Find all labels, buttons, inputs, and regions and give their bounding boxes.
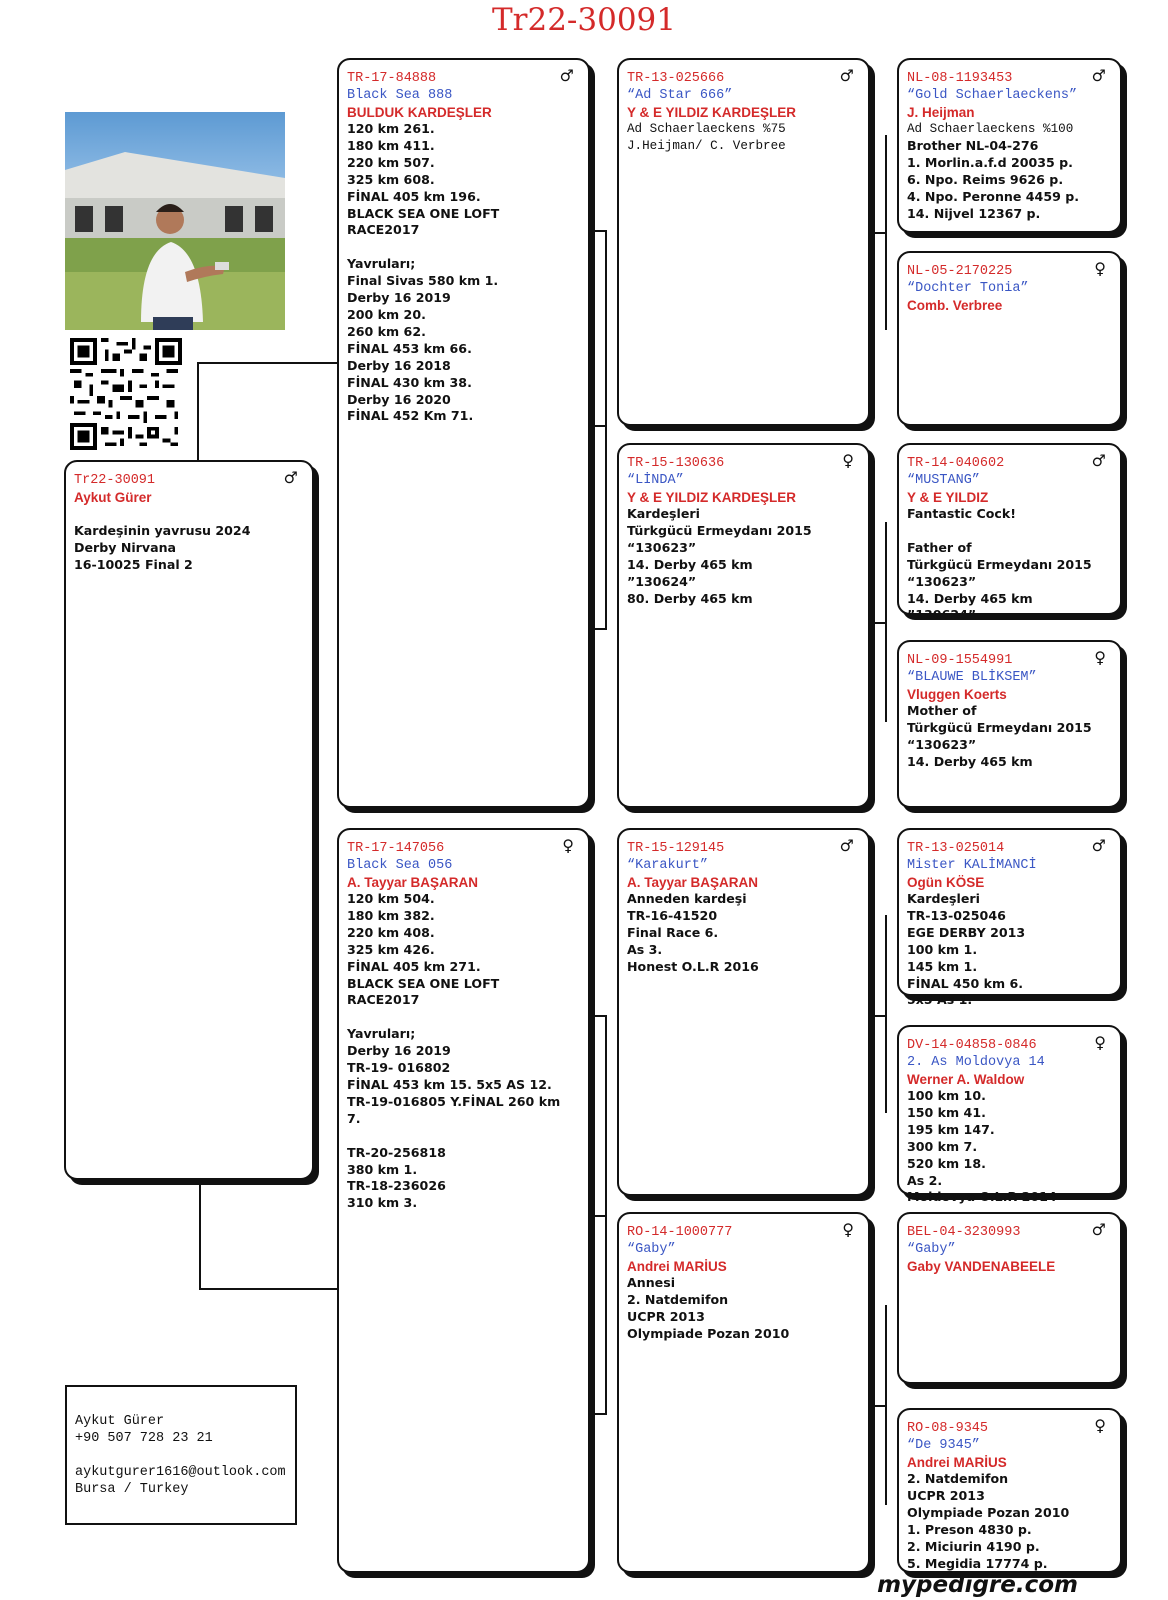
- female-icon: ♀: [562, 836, 574, 855]
- pigeon-info: Brother NL-04-276 1. Morlin.a.f.d 20035 p. 6. Npo. Reims 9626 p. 4. Npo. Peronne 4459 p. 14. Nijvel 12367 p.: [907, 137, 1080, 221]
- connector-line: [590, 230, 607, 232]
- pigeon-name: “Gaby”: [627, 1242, 676, 1257]
- dam-dam-dam-card[interactable]: [897, 1408, 1122, 1573]
- owner-name: BULDUK KARDEŞLER: [347, 105, 492, 120]
- breeder-photo: [65, 112, 285, 330]
- ring-number: NL-09-1554991: [907, 653, 1013, 668]
- connector-line: [199, 1180, 201, 1290]
- owner-name: J. Heijman: [907, 105, 975, 120]
- pigeon-name: “Karakurt”: [627, 858, 709, 873]
- male-icon: ♂: [283, 468, 298, 487]
- pigeon-name: “LİNDA”: [627, 473, 684, 488]
- pigeon-info: Ad Schaerlaeckens %75 J.Heijman/ C. Verbree: [627, 122, 786, 153]
- qr-code-icon[interactable]: [70, 338, 182, 450]
- connector-line: [197, 362, 199, 460]
- owner-name: A. Tayyar BAŞARAN: [627, 875, 759, 890]
- female-icon: ♀: [1094, 648, 1106, 667]
- pigeon-info: Kardeşinin yavrusu 2024 Derby Nirvana 16-10025 Final 2: [74, 522, 251, 572]
- sire-sire-sire-card[interactable]: [897, 58, 1122, 233]
- dam-dam-card[interactable]: [617, 1212, 870, 1573]
- dam-dam-sire-card[interactable]: [897, 1212, 1122, 1384]
- pigeon-info: Kardeşleri TR-13-025046 EGE DERBY 2013 100 km 1. 145 km 1. FİNAL 450 km 6. 5x5 As 1.: [907, 891, 1026, 1008]
- pigeon-name: “Gaby”: [907, 1242, 956, 1257]
- male-icon: ♂: [1091, 66, 1106, 85]
- connector-line: [885, 915, 887, 1113]
- pigeon-name: “Gold Schaerlaeckens”: [907, 88, 1078, 103]
- connector-line: [590, 628, 607, 630]
- ring-number: TR-17-84888: [347, 71, 437, 86]
- female-icon: ♀: [842, 1220, 854, 1239]
- owner-name: Aykut Gürer: [74, 490, 152, 505]
- ring-number: TR-15-130636: [627, 456, 725, 471]
- contact-location: Bursa / Turkey: [75, 1482, 189, 1497]
- dam-card[interactable]: [337, 828, 590, 1573]
- subject-card[interactable]: [64, 460, 314, 1180]
- owner-name: Andrei MARİUS: [907, 1455, 1007, 1470]
- sire-sire-dam-card[interactable]: [897, 251, 1122, 426]
- male-icon: ♂: [1091, 451, 1106, 470]
- ring-number: TR-13-025014: [907, 841, 1005, 856]
- owner-name: Ogün KÖSE: [907, 875, 985, 890]
- brand-watermark: mypedigre.com: [877, 1572, 1078, 1598]
- contact-phone[interactable]: +90 507 728 23 21: [75, 1431, 213, 1446]
- owner-name: Comb. Verbree: [907, 298, 1003, 313]
- dam-sire-sire-card[interactable]: [897, 828, 1122, 1008]
- owner-name: Y & E YILDIZ KARDEŞLER: [627, 490, 797, 505]
- contact-name: Aykut Gürer: [75, 1414, 165, 1429]
- male-icon: ♂: [1091, 1220, 1106, 1239]
- sire-dam-sire-card[interactable]: [897, 443, 1122, 623]
- owner-name: A. Tayyar BAŞARAN: [347, 875, 479, 890]
- dam-sire-card[interactable]: [617, 828, 870, 1196]
- connector-line: [199, 1288, 337, 1290]
- pigeon-name: “Ad Star 666”: [627, 88, 733, 103]
- dam-sire-dam-card[interactable]: [897, 1025, 1122, 1205]
- pigeon-name: “BLAUWE BLİKSEM”: [907, 670, 1037, 685]
- pigeon-info: 120 km 504. 180 km 382. 220 km 408. 325 km 426. FİNAL 405 km 271. BLACK SEA ONE LOFT RACE2017 Yavruları; Derby 16 2019 TR-19- 016802 FİNAL 453 km 15. 5x5 AS 12. TR-19-016805 Y.FİNAL 260 km 7. TR-20-256818 380 km 1. TR-18-236026 310 km 3.: [347, 891, 561, 1211]
- owner-name: Y & E YILDIZ: [907, 490, 989, 505]
- pigeon-info: Annesi 2. Natdemifon UCPR 2013 Olympiade Pozan 2010: [627, 1275, 790, 1341]
- male-icon: ♂: [559, 66, 574, 85]
- owner-name: Andrei MARİUS: [627, 1259, 727, 1274]
- female-icon: ♀: [1094, 1033, 1106, 1052]
- sire-dam-dam-card[interactable]: [897, 640, 1122, 808]
- connector-line: [590, 1215, 607, 1217]
- pigeon-info-line: Ad Schaerlaeckens %100: [907, 122, 1074, 136]
- pigeon-name: Black Sea 056: [347, 858, 453, 873]
- ring-number: TR-15-129145: [627, 841, 725, 856]
- connector-line: [590, 1015, 607, 1017]
- connector-line: [197, 362, 337, 364]
- male-icon: ♂: [839, 66, 854, 85]
- ring-number: BEL-04-3230993: [907, 1225, 1021, 1240]
- connector-line: [605, 230, 607, 630]
- ring-number: Tr22-30091: [74, 473, 156, 488]
- ring-number: TR-14-040602: [907, 456, 1005, 471]
- pigeon-name: 2. As Moldovya 14: [907, 1055, 1045, 1070]
- pigeon-name: “Dochter Tonia”: [907, 281, 1029, 296]
- pedigree-title: Tr22-30091: [491, 2, 677, 38]
- ring-number: NL-08-1193453: [907, 71, 1013, 86]
- sire-card[interactable]: [337, 58, 590, 808]
- contact-box: [65, 1385, 297, 1525]
- female-icon: ♀: [1094, 1416, 1106, 1435]
- owner-name: Gaby VANDENABEELE: [907, 1259, 1056, 1274]
- owner-name: Vluggen Koerts: [907, 687, 1007, 702]
- ring-number: TR-13-025666: [627, 71, 725, 86]
- pigeon-info: Fantastic Cock! Father of Türkgücü Ermeydanı 2015 “130623” 14. Derby 465 km ”130624”: [907, 506, 1092, 623]
- female-icon: ♀: [842, 451, 854, 470]
- connector-line: [870, 1015, 887, 1017]
- contact-email[interactable]: aykutgurer1616@outlook.com: [75, 1465, 286, 1480]
- pigeon-info: Mother of Türkgücü Ermeydanı 2015 “130623” 14. Derby 465 km: [907, 703, 1092, 769]
- pigeon-info: 120 km 261. 180 km 411. 220 km 507. 325 km 608. FİNAL 405 km 196. BLACK SEA ONE LOFT RACE2017 Yavruları; Final Sivas 580 km 1. Derby 16 2019 200 km 20. 260 km 62. FİNAL 453 km 66. Derby 16 2018 FİNAL 430 km 38. Derby 16 2020 FİNAL 452 Km 71.: [347, 121, 500, 424]
- ring-number: TR-17-147056: [347, 841, 445, 856]
- female-icon: ♀: [1094, 259, 1106, 278]
- pigeon-name: Black Sea 888: [347, 88, 453, 103]
- pigeon-info: Anneden kardeşi TR-16-41520 Final Race 6. As 3. Honest O.L.R 2016: [627, 891, 759, 974]
- pigeon-info: Kardeşleri Türkgücü Ermeydanı 2015 “130623” 14. Derby 465 km ”130624” 80. Derby 465 km: [627, 506, 812, 606]
- sire-dam-card[interactable]: [617, 443, 870, 808]
- male-icon: ♂: [839, 836, 854, 855]
- sire-sire-card[interactable]: [617, 58, 870, 426]
- male-icon: ♂: [1091, 836, 1106, 855]
- owner-name: Werner A. Waldow: [907, 1072, 1025, 1087]
- pigeon-name: “De 9345”: [907, 1438, 980, 1453]
- connector-line: [870, 622, 887, 624]
- connector-line: [870, 232, 887, 234]
- owner-name: Y & E YILDIZ KARDEŞLER: [627, 105, 797, 120]
- ring-number: NL-05-2170225: [907, 264, 1013, 279]
- pigeon-info: 100 km 10. 150 km 41. 195 km 147. 300 km 7. 520 km 18. As 2. Moldovya O.L.R 2014: [907, 1088, 1057, 1205]
- ring-number: RO-14-1000777: [627, 1225, 733, 1240]
- connector-line: [590, 425, 607, 427]
- pigeon-name: “MUSTANG”: [907, 473, 980, 488]
- ring-number: RO-08-9345: [907, 1421, 989, 1436]
- connector-line: [590, 1413, 607, 1415]
- connector-line: [870, 1405, 887, 1407]
- ring-number: DV-14-04858-0846: [907, 1038, 1037, 1053]
- pigeon-info: 2. Natdemifon UCPR 2013 Olympiade Pozan 2010 1. Preson 4830 p. 2. Miciurin 4190 p. 5. Megidia 17774 p.: [907, 1471, 1070, 1571]
- pigeon-name: Mister KALİMANCİ: [907, 858, 1037, 873]
